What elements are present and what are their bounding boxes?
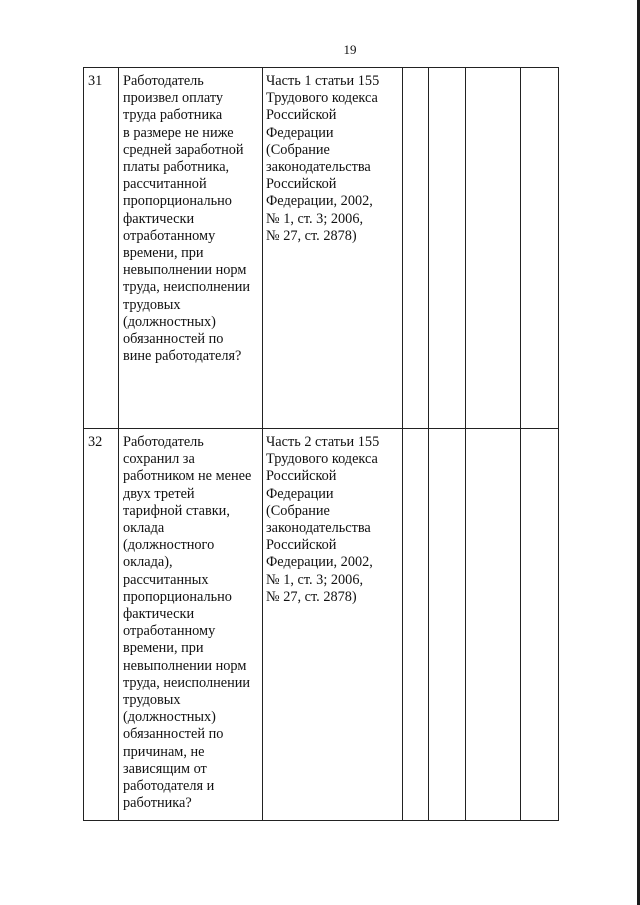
answer-cell-yes bbox=[403, 68, 429, 429]
page-number: 19 bbox=[343, 42, 357, 57]
answer-cell-notes bbox=[521, 68, 559, 429]
row-number: 32 bbox=[84, 429, 119, 821]
table-row bbox=[84, 429, 559, 821]
answer-cell-not-applicable bbox=[466, 429, 521, 821]
answer-cell-not-applicable bbox=[466, 68, 521, 429]
answer-cell-no bbox=[429, 68, 466, 429]
legal-reference: Часть 1 статьи 155 Трудового кодекса Российской Федерации (Собрание законодательства Российской Федерации, 2002, № 1, ст. 3; 2006, № 27, ст. 2878) bbox=[263, 68, 403, 429]
checklist-table bbox=[83, 67, 559, 821]
answer-cell-no bbox=[429, 429, 466, 821]
row-number: 31 bbox=[84, 68, 119, 429]
table-row bbox=[84, 68, 559, 429]
question-text: Работодатель произвел оплату труда работника в размере не ниже средней заработной платы работника, рассчитанной пропорционально фактически отработанному времени, при невыполнении норм труда, неисполнении трудовых (должностных) обязанностей по вине работодателя? bbox=[119, 68, 263, 429]
question-text: Работодатель сохранил за работником не менее двух третей тарифной ставки, оклада (должностного оклада), рассчитанных пропорционально фактически отработанному времени, при невыполнении норм труда, неисполнении трудовых (должностных) обязанностей по причинам, не зависящим от работодателя и работника? bbox=[119, 429, 263, 821]
answer-cell-yes bbox=[403, 429, 429, 821]
legal-reference: Часть 2 статьи 155 Трудового кодекса Российской Федерации (Собрание законодательства Российской Федерации, 2002, № 1, ст. 3; 2006, № 27, ст. 2878) bbox=[263, 429, 403, 821]
answer-cell-notes bbox=[521, 429, 559, 821]
